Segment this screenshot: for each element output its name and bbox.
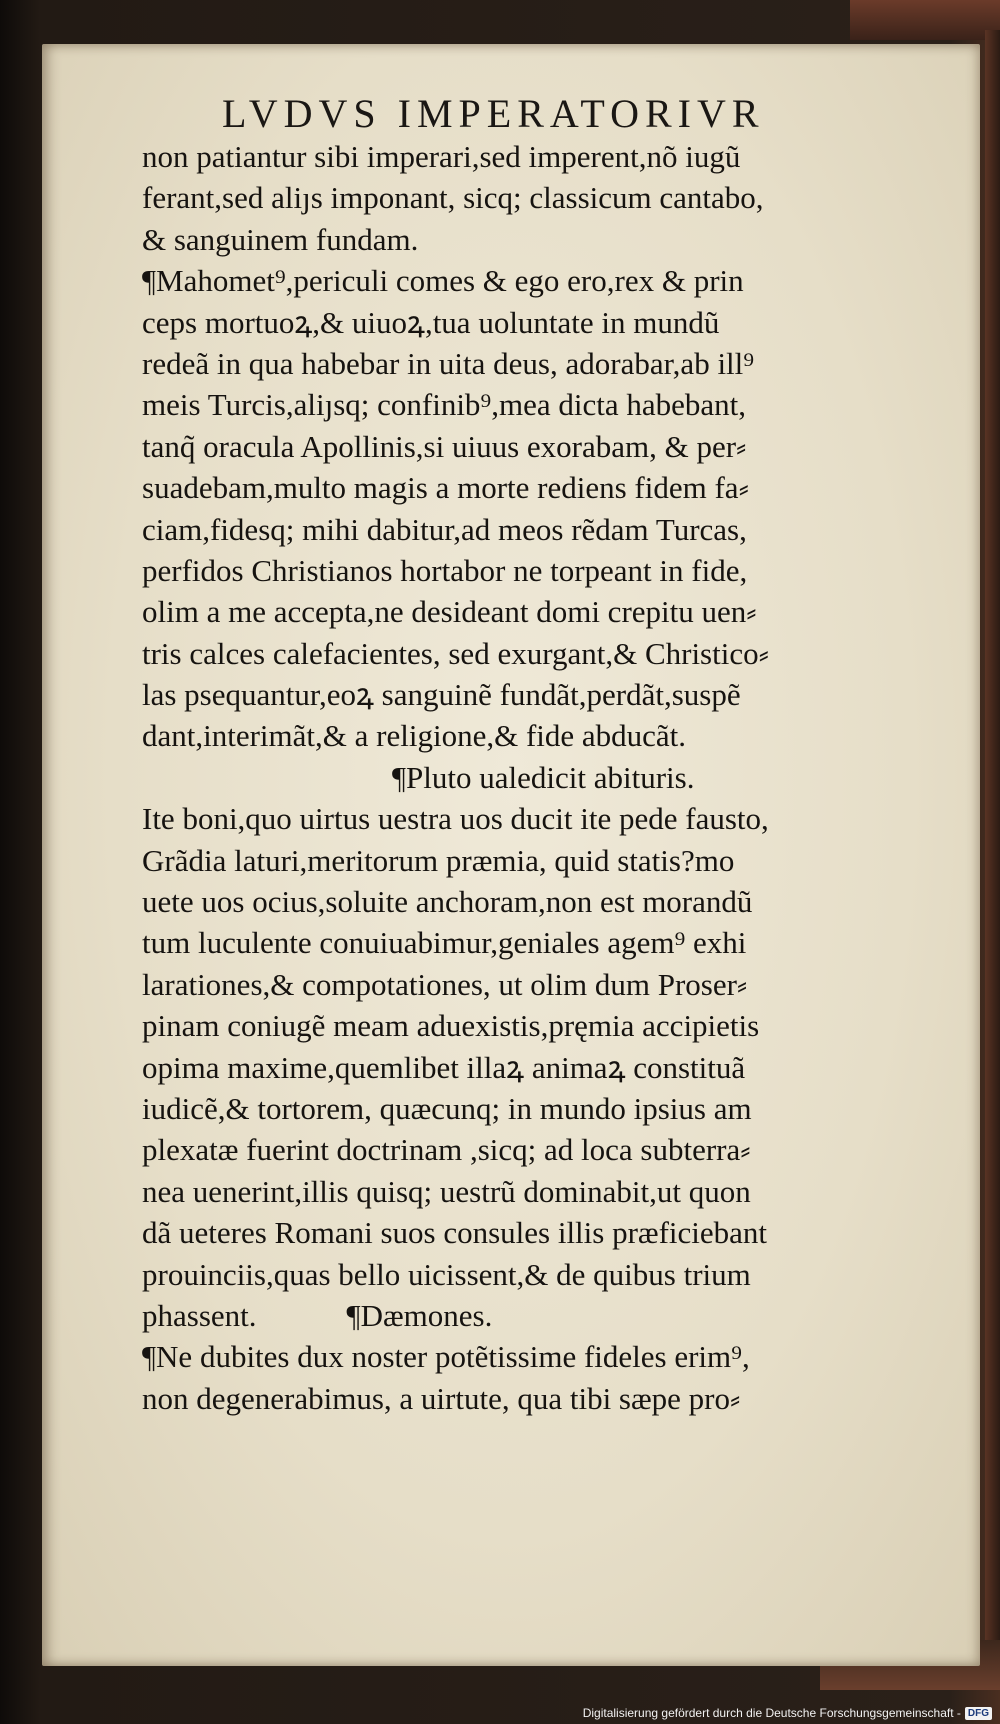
text-line: Ite boni,quo uirtus uestra uos ducit ite pede fausto,: [142, 801, 769, 837]
running-head: LVDVS IMPERATORIVR: [222, 91, 765, 136]
text-line: dã ueteres Romani suos consules illis præficiebant: [142, 1215, 768, 1251]
text-line-end: phassent.: [142, 1297, 257, 1333]
digitization-credit: [583, 1706, 992, 1720]
credit-text: Digitalisierung gefördert durch die Deutsche Forschungsgemeinschaft -: [582, 1706, 961, 1720]
book-cover-edge-top: [850, 0, 1000, 40]
section-heading-pluto: ¶Pluto ualedicit abituris.: [392, 759, 695, 795]
text-line: pinam coniugẽ meam aduexistis,pręmia accipietis: [142, 1008, 760, 1044]
text-line: nea uenerint,illis quisq; uestrũ dominabit,ut quon: [142, 1173, 751, 1209]
text-line: uete uos ocius,soluite anchoram,non est morandũ: [142, 884, 753, 920]
text-line: olim a me accepta,ne desideant domi crepitu uen⸗: [142, 594, 757, 630]
text-line: ferant,sed aliȷs imponant, sicq; classicum cantabo,: [142, 180, 764, 216]
text-line: tris calces calefacientes, sed exurgant,& Christico⸗: [142, 635, 769, 671]
text-line: plexatæ fuerint doctrinam ,sicq; ad loca subterra⸗: [142, 1132, 751, 1168]
text-line: perfidos Christianos hortabor ne torpeant in fide,: [142, 552, 748, 588]
text-line-with-heading: [142, 1295, 912, 1336]
text-line: ciam,fidesq; mihi dabitur,ad meos rẽdam Turcas,: [142, 511, 747, 547]
text-line: tum luculente conuiuabimur,geniales agem⁹ exhi: [142, 925, 747, 961]
text-line: larationes,& compotationes, ut olim dum Proser⸗: [142, 966, 748, 1002]
text-line: opima maxime,quemlibet illaꝝ animaꝝ constituã: [142, 1049, 746, 1085]
text-line: tanq̃ oracula Apollinis,si uiuus exorabam, & per⸗: [142, 428, 747, 464]
book-page: [42, 44, 980, 1666]
text-line: non patiantur sibi imperari,sed imperent,nõ iugũ: [142, 139, 741, 174]
text-line: suadebam,multo magis a morte rediens fidem fa⸗: [142, 470, 749, 506]
dfg-logo: DFG: [965, 1707, 992, 1720]
text-line: las psequantur,eoꝝ sanguinẽ fundãt,perdãt,suspẽ: [142, 677, 741, 713]
book-cover-edge-right: [985, 30, 1000, 1670]
text-line: meis Turcis,aliȷsq; confinib⁹,mea dicta habebant,: [142, 387, 747, 423]
text-line: & sanguinem fundam.: [142, 221, 419, 257]
text-line: iudicẽ,& tortorem, quæcunq; in mundo ipsius am: [142, 1090, 752, 1126]
text-line: ¶Mahomet⁹,periculi comes & ego ero,rex & prin: [142, 263, 744, 299]
text-block: [142, 136, 912, 1419]
section-heading-daemones: ¶Dæmones.: [346, 1297, 493, 1333]
text-line: ceps mortuoꝝ,& uiuoꝝ,tua uoluntate in mundũ: [142, 304, 720, 340]
text-line: dant,interimãt,& a religione,& fide abducãt.: [142, 718, 687, 754]
text-line: prouinciis,quas bello uicissent,& de quibus trium: [142, 1256, 751, 1292]
text-line: ¶Ne dubites dux noster potẽtissime fideles erim⁹,: [142, 1339, 750, 1375]
text-line: Grãdia laturi,meritorum præmia, quid statis?mo: [142, 842, 735, 878]
text-line: non degenerabimus, a uirtute, qua tibi sæpe pro⸗: [142, 1380, 741, 1416]
text-line: redeã in qua habebar in uita deus, adorabar,ab ill⁹: [142, 345, 755, 381]
